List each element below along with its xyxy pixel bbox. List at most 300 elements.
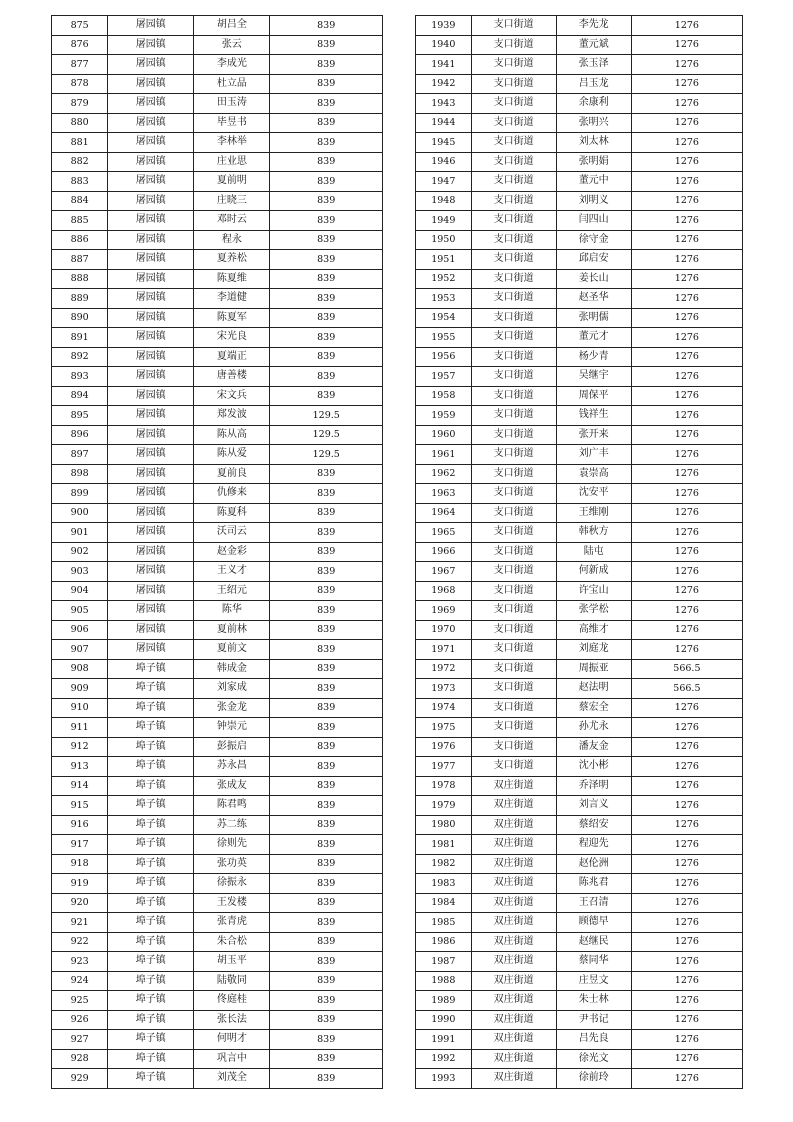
row-number-cell: 1944 [416,113,472,133]
person-name-cell: 李先龙 [556,16,631,36]
table-row [416,308,743,328]
table-row [416,328,743,348]
row-number-cell: 1957 [416,367,472,387]
amount-cell: 1276 [631,698,742,718]
table-row [52,835,383,855]
table-row [416,757,743,777]
table-row [52,620,383,640]
amount-cell: 839 [270,191,383,211]
town-cell: 支口街道 [471,659,556,679]
town-cell: 屠园镇 [108,406,194,426]
row-number-cell: 903 [52,562,108,582]
town-cell: 双庄街道 [471,815,556,835]
person-name-cell: 李成光 [194,55,270,75]
person-name-cell: 赵继民 [556,932,631,952]
amount-cell: 839 [270,133,383,153]
table-row [416,542,743,562]
amount-cell: 839 [270,308,383,328]
table-row [52,172,383,192]
town-cell: 屠园镇 [108,328,194,348]
table-row [416,854,743,874]
person-name-cell: 沈小彬 [556,757,631,777]
table-row [416,952,743,972]
row-number-cell: 1977 [416,757,472,777]
amount-cell: 1276 [631,406,742,426]
table-row [416,425,743,445]
person-name-cell: 钟崇元 [194,718,270,738]
amount-cell: 839 [270,523,383,543]
person-name-cell: 姜长山 [556,269,631,289]
town-cell: 支口街道 [471,250,556,270]
amount-cell: 1276 [631,113,742,133]
left-table [51,15,383,1089]
person-name-cell: 陈华 [194,601,270,621]
town-cell: 埠子镇 [108,932,194,952]
town-cell: 支口街道 [471,757,556,777]
row-number-cell: 916 [52,815,108,835]
table-row [52,308,383,328]
town-cell: 双庄街道 [471,991,556,1011]
row-number-cell: 926 [52,1010,108,1030]
row-number-cell: 880 [52,113,108,133]
row-number-cell: 922 [52,932,108,952]
row-number-cell: 1984 [416,893,472,913]
table-row [416,172,743,192]
row-number-cell: 901 [52,523,108,543]
table-row [416,893,743,913]
table-row [416,718,743,738]
amount-cell: 839 [270,1069,383,1089]
row-number-cell: 1986 [416,932,472,952]
amount-cell: 1276 [631,367,742,387]
town-cell: 双庄街道 [471,952,556,972]
row-number-cell: 1978 [416,776,472,796]
amount-cell: 1276 [631,874,742,894]
person-name-cell: 张金龙 [194,698,270,718]
row-number-cell: 882 [52,152,108,172]
person-name-cell: 闫四山 [556,211,631,231]
table-row [416,835,743,855]
amount-cell: 839 [270,1010,383,1030]
amount-cell: 1276 [631,776,742,796]
amount-cell: 129.5 [270,445,383,465]
table-row [416,35,743,55]
table-row [416,464,743,484]
person-name-cell: 毕昱书 [194,113,270,133]
row-number-cell: 890 [52,308,108,328]
person-name-cell: 王义才 [194,562,270,582]
table-row [416,16,743,36]
row-number-cell: 1966 [416,542,472,562]
town-cell: 双庄街道 [471,971,556,991]
town-cell: 支口街道 [471,718,556,738]
town-cell: 埠子镇 [108,659,194,679]
table-row [416,776,743,796]
person-name-cell: 刘太林 [556,133,631,153]
table-row [52,484,383,504]
person-name-cell: 夏端正 [194,347,270,367]
amount-cell: 1276 [631,893,742,913]
person-name-cell: 庄晓三 [194,191,270,211]
table-row [416,133,743,153]
table-row [416,562,743,582]
town-cell: 屠园镇 [108,289,194,309]
person-name-cell: 陆屯 [556,542,631,562]
row-number-cell: 912 [52,737,108,757]
amount-cell: 1276 [631,952,742,972]
row-number-cell: 1973 [416,679,472,699]
row-number-cell: 1975 [416,718,472,738]
person-name-cell: 沈安平 [556,484,631,504]
table-row [416,250,743,270]
row-number-cell: 921 [52,913,108,933]
amount-cell: 1276 [631,484,742,504]
row-number-cell: 877 [52,55,108,75]
table-row [52,1049,383,1069]
amount-cell: 1276 [631,211,742,231]
row-number-cell: 886 [52,230,108,250]
town-cell: 支口街道 [471,289,556,309]
table-row [416,640,743,660]
person-name-cell: 张玉泽 [556,55,631,75]
person-name-cell: 庄昱文 [556,971,631,991]
person-name-cell: 余康利 [556,94,631,114]
row-number-cell: 1961 [416,445,472,465]
table-row [416,74,743,94]
town-cell: 埠子镇 [108,913,194,933]
town-cell: 屠园镇 [108,640,194,660]
person-name-cell: 王召清 [556,893,631,913]
table-row [52,991,383,1011]
row-number-cell: 892 [52,347,108,367]
person-name-cell: 张学松 [556,601,631,621]
town-cell: 屠园镇 [108,503,194,523]
town-cell: 屠园镇 [108,269,194,289]
row-number-cell: 1950 [416,230,472,250]
table-row [416,815,743,835]
row-number-cell: 918 [52,854,108,874]
amount-cell: 839 [270,971,383,991]
amount-cell: 839 [270,718,383,738]
table-row [52,1010,383,1030]
table-row [416,191,743,211]
row-number-cell: 898 [52,464,108,484]
town-cell: 屠园镇 [108,35,194,55]
row-number-cell: 1954 [416,308,472,328]
person-name-cell: 唐善楼 [194,367,270,387]
person-name-cell: 仇修来 [194,484,270,504]
table-row [416,211,743,231]
town-cell: 屠园镇 [108,367,194,387]
amount-cell: 839 [270,640,383,660]
row-number-cell: 925 [52,991,108,1011]
town-cell: 支口街道 [471,406,556,426]
row-number-cell: 891 [52,328,108,348]
row-number-cell: 915 [52,796,108,816]
person-name-cell: 巩言中 [194,1049,270,1069]
town-cell: 双庄街道 [471,854,556,874]
person-name-cell: 张云 [194,35,270,55]
town-cell: 埠子镇 [108,991,194,1011]
amount-cell: 839 [270,835,383,855]
amount-cell: 1276 [631,191,742,211]
table-row [52,893,383,913]
table-row [52,347,383,367]
table-row [416,913,743,933]
amount-cell: 839 [270,796,383,816]
person-name-cell: 陆敬同 [194,971,270,991]
town-cell: 支口街道 [471,16,556,36]
amount-cell: 1276 [631,230,742,250]
person-name-cell: 苏永昌 [194,757,270,777]
row-number-cell: 928 [52,1049,108,1069]
person-name-cell: 夏养松 [194,250,270,270]
table-row [52,386,383,406]
table-row [416,620,743,640]
table-row [416,55,743,75]
row-number-cell: 1943 [416,94,472,114]
table-row [416,503,743,523]
row-number-cell: 1967 [416,562,472,582]
amount-cell: 1276 [631,737,742,757]
table-row [52,250,383,270]
table-row [416,1010,743,1030]
person-name-cell: 赵伦洲 [556,854,631,874]
town-cell: 双庄街道 [471,1069,556,1089]
amount-cell: 1276 [631,991,742,1011]
town-cell: 支口街道 [471,172,556,192]
person-name-cell: 韩秋方 [556,523,631,543]
table-row [52,289,383,309]
amount-cell: 839 [270,230,383,250]
row-number-cell: 1958 [416,386,472,406]
town-cell: 屠园镇 [108,308,194,328]
table-row [52,464,383,484]
table-row [416,386,743,406]
person-name-cell: 佟庭桂 [194,991,270,1011]
town-cell: 屠园镇 [108,581,194,601]
town-cell: 支口街道 [471,94,556,114]
town-cell: 支口街道 [471,562,556,582]
amount-cell: 1276 [631,971,742,991]
table-row [52,152,383,172]
person-name-cell: 宋光良 [194,328,270,348]
town-cell: 屠园镇 [108,191,194,211]
row-number-cell: 1985 [416,913,472,933]
person-name-cell: 田玉涛 [194,94,270,114]
amount-cell: 1276 [631,796,742,816]
table-row [416,601,743,621]
person-name-cell: 赵法明 [556,679,631,699]
amount-cell: 839 [270,874,383,894]
row-number-cell: 1962 [416,464,472,484]
town-cell: 屠园镇 [108,601,194,621]
person-name-cell: 高维才 [556,620,631,640]
row-number-cell: 1959 [416,406,472,426]
row-number-cell: 907 [52,640,108,660]
person-name-cell: 李林举 [194,133,270,153]
table-row [52,55,383,75]
person-name-cell: 赵金彩 [194,542,270,562]
town-cell: 屠园镇 [108,211,194,231]
row-number-cell: 1972 [416,659,472,679]
amount-cell: 1276 [631,854,742,874]
town-cell: 双庄街道 [471,796,556,816]
table-row [52,640,383,660]
amount-cell: 839 [270,211,383,231]
amount-cell: 1276 [631,152,742,172]
amount-cell: 839 [270,328,383,348]
person-name-cell: 陈君鸣 [194,796,270,816]
person-name-cell: 朱士林 [556,991,631,1011]
town-cell: 屠园镇 [108,620,194,640]
town-cell: 屠园镇 [108,386,194,406]
table-row [416,367,743,387]
row-number-cell: 887 [52,250,108,270]
person-name-cell: 周振亚 [556,659,631,679]
town-cell: 支口街道 [471,308,556,328]
amount-cell: 839 [270,659,383,679]
table-row [52,191,383,211]
table-row [52,211,383,231]
person-name-cell: 刘家成 [194,679,270,699]
amount-cell: 839 [270,698,383,718]
table-row [416,991,743,1011]
row-number-cell: 876 [52,35,108,55]
amount-cell: 839 [270,854,383,874]
table-row [52,932,383,952]
person-name-cell: 陈夏科 [194,503,270,523]
row-number-cell: 924 [52,971,108,991]
person-name-cell: 袁崇高 [556,464,631,484]
town-cell: 屠园镇 [108,250,194,270]
row-number-cell: 1990 [416,1010,472,1030]
table-row [52,581,383,601]
town-cell: 支口街道 [471,386,556,406]
table-row [416,581,743,601]
person-name-cell: 孙尤永 [556,718,631,738]
amount-cell: 1276 [631,328,742,348]
town-cell: 支口街道 [471,640,556,660]
row-number-cell: 878 [52,74,108,94]
table-row [416,113,743,133]
row-number-cell: 1992 [416,1049,472,1069]
table-row [52,874,383,894]
amount-cell: 839 [270,152,383,172]
table-row [416,445,743,465]
amount-cell: 839 [270,55,383,75]
table-row [52,94,383,114]
person-name-cell: 刘言义 [556,796,631,816]
person-name-cell: 王绍元 [194,581,270,601]
person-name-cell: 杜立品 [194,74,270,94]
town-cell: 埠子镇 [108,1030,194,1050]
town-cell: 双庄街道 [471,835,556,855]
row-number-cell: 899 [52,484,108,504]
person-name-cell: 沃司云 [194,523,270,543]
person-name-cell: 徐守金 [556,230,631,250]
table-row [416,679,743,699]
row-number-cell: 884 [52,191,108,211]
row-number-cell: 1960 [416,425,472,445]
town-cell: 屠园镇 [108,230,194,250]
town-cell: 支口街道 [471,484,556,504]
amount-cell: 1276 [631,503,742,523]
person-name-cell: 乔泽明 [556,776,631,796]
row-number-cell: 908 [52,659,108,679]
person-name-cell: 陈夏军 [194,308,270,328]
town-cell: 埠子镇 [108,1069,194,1089]
left-table-body [52,16,383,1089]
person-name-cell: 杨少青 [556,347,631,367]
amount-cell: 1276 [631,932,742,952]
town-cell: 埠子镇 [108,698,194,718]
person-name-cell: 胡玉平 [194,952,270,972]
amount-cell: 1276 [631,35,742,55]
town-cell: 支口街道 [471,620,556,640]
amount-cell: 1276 [631,542,742,562]
table-row [52,971,383,991]
town-cell: 支口街道 [471,269,556,289]
person-name-cell: 刘庭龙 [556,640,631,660]
table-row [52,113,383,133]
amount-cell: 839 [270,679,383,699]
table-row [52,35,383,55]
town-cell: 埠子镇 [108,796,194,816]
person-name-cell: 夏前林 [194,620,270,640]
person-name-cell: 周保平 [556,386,631,406]
row-number-cell: 1988 [416,971,472,991]
row-number-cell: 1979 [416,796,472,816]
town-cell: 支口街道 [471,328,556,348]
row-number-cell: 913 [52,757,108,777]
amount-cell: 1276 [631,1049,742,1069]
amount-cell: 1276 [631,523,742,543]
table-row [416,230,743,250]
amount-cell: 1276 [631,1069,742,1089]
amount-cell: 1276 [631,1030,742,1050]
table-row [52,230,383,250]
table-row [52,776,383,796]
person-name-cell: 何明才 [194,1030,270,1050]
person-name-cell: 王发楼 [194,893,270,913]
town-cell: 埠子镇 [108,679,194,699]
row-number-cell: 1980 [416,815,472,835]
town-cell: 支口街道 [471,55,556,75]
person-name-cell: 李道健 [194,289,270,309]
table-row [52,815,383,835]
person-name-cell: 张长法 [194,1010,270,1030]
person-name-cell: 陈从高 [194,425,270,445]
row-number-cell: 910 [52,698,108,718]
person-name-cell: 吕玉龙 [556,74,631,94]
person-name-cell: 刘茂全 [194,1069,270,1089]
town-cell: 支口街道 [471,74,556,94]
amount-cell: 1276 [631,308,742,328]
amount-cell: 129.5 [270,406,383,426]
table-row [52,737,383,757]
person-name-cell: 苏二练 [194,815,270,835]
amount-cell: 1276 [631,718,742,738]
row-number-cell: 1951 [416,250,472,270]
amount-cell: 1276 [631,269,742,289]
row-number-cell: 1968 [416,581,472,601]
row-number-cell: 895 [52,406,108,426]
person-name-cell: 程迎先 [556,835,631,855]
town-cell: 支口街道 [471,542,556,562]
person-name-cell: 蔡同华 [556,952,631,972]
town-cell: 埠子镇 [108,952,194,972]
